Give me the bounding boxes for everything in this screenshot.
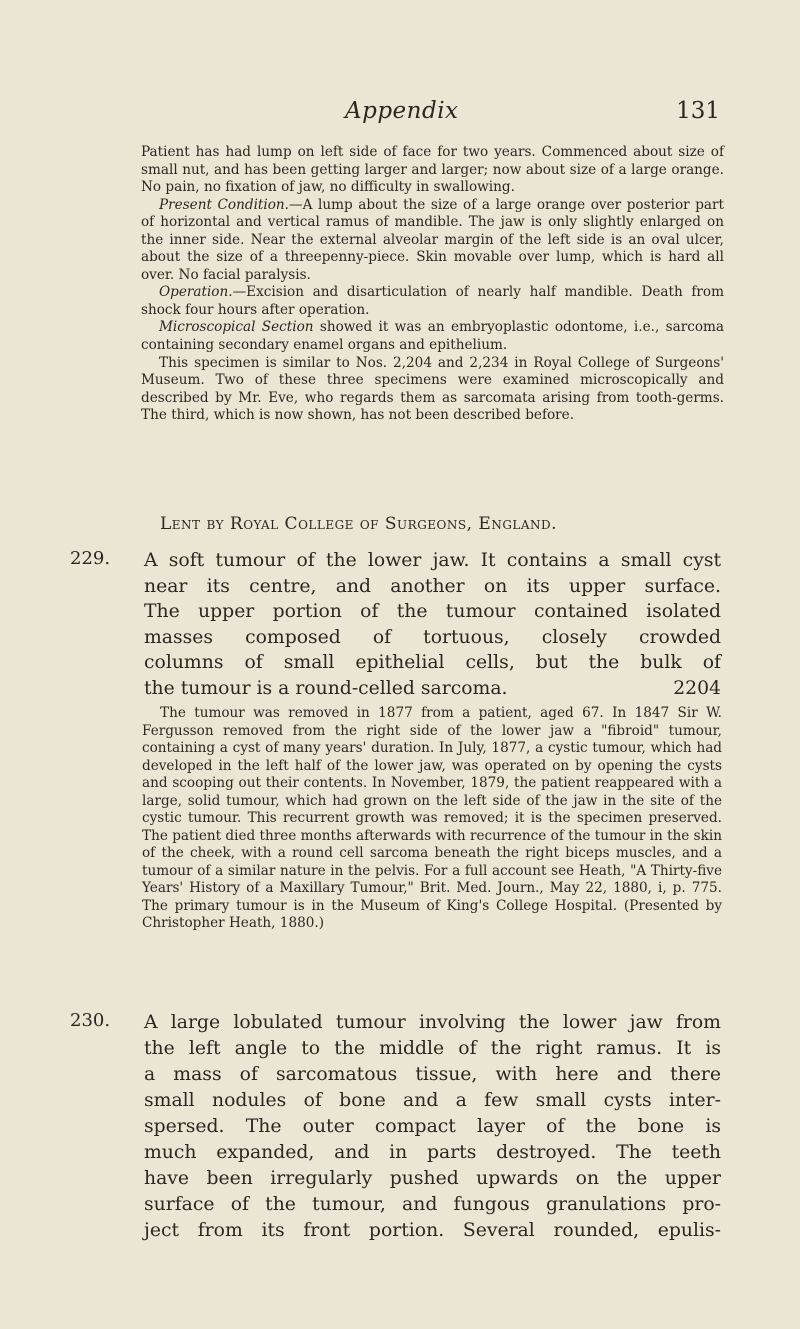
paragraph-history bbox=[141, 144, 724, 197]
entry-number: 229. bbox=[70, 548, 111, 569]
page-header bbox=[345, 98, 720, 128]
paragraph-label: Operation. bbox=[159, 284, 233, 301]
paragraph-text: —Excision and disarticulation of nearly half mandible. Death from shock four hours after operation. bbox=[141, 284, 724, 318]
paragraph-text: showed it was an embryoplastic odontome, i.e., sarcoma containing secondary enamel organs and epithelium. bbox=[141, 319, 724, 354]
entry-line: A large lobulated tumour involving the lower jaw from bbox=[144, 1012, 721, 1033]
entry-notes-text: The tumour was removed in 1877 from a patient, aged 67. In 1847 Sir W. Fergusson removed from the right side of the lower jaw a "fibroid" tumour, containing a cyst of many years' duration. In July, 1877, a cystic tumour, which had developed in the left half of the lower jaw, was operated on by opening the cysts and scooping out their contents. In November, 1879, the patient reappeared with a large, solid tumour, which had grown on the left side of the jaw in the site of the cystic tumour. This recurrent growth was removed; it is the specimen preserved. The patient died three months afterwards with recurrence of the tumour in the skin of the cheek, with a round cell sarcoma beneath the right biceps muscles, and a tumour of a similar nature in the pelvis. For a full account see Heath, "A Thirty-five Years' History of a Maxillary Tumour," Brit. Med. Journ., May 22, 1880, i, p. 775. The primary tumour is in the Museum of King's College Hospital. (Presented by Christopher Heath, 1880.) bbox=[142, 705, 722, 931]
entry-line: masses composed of tortuous, closely crowded bbox=[144, 626, 721, 648]
catalogue-entry-229 bbox=[70, 548, 730, 933]
entry-number: 230. bbox=[70, 1010, 111, 1031]
entry-line: The upper portion of the tumour contained isolated bbox=[144, 601, 721, 622]
lent-heading: Lent by Royal College of Surgeons, England. bbox=[160, 514, 558, 534]
entry-line: spersed. The outer compact layer of the bone is bbox=[144, 1116, 721, 1137]
entry-line: near its centre, and another on its upper surface. bbox=[144, 575, 721, 597]
entry-line: small nodules of bone and a few small cysts inter- bbox=[144, 1090, 721, 1111]
page-number: 131 bbox=[676, 98, 720, 124]
catalogue-entry-230 bbox=[70, 1010, 730, 1244]
entry-notes bbox=[142, 705, 722, 933]
case-notes bbox=[141, 144, 724, 425]
entry-line: have been irregularly pushed upwards on the upper bbox=[144, 1168, 721, 1189]
paragraph-text: This specimen is similar to Nos. 2,204 and 2,234 in Royal College of Surgeons' Museum. Two of these three specimens were examined microscopically and described by Mr. Eve, who regards them as sarcomata arising from tooth-germs. The third, which is now shown, has not been described before. bbox=[141, 354, 724, 424]
paragraph-microscopical bbox=[141, 319, 724, 354]
entry-line: much expanded, and in parts destroyed. The teeth bbox=[144, 1142, 721, 1163]
entry-line: A soft tumour of the lower jaw. It contains a small cyst bbox=[144, 550, 721, 571]
running-title: Appendix bbox=[345, 98, 459, 124]
paragraph-label: Present Condition. bbox=[159, 196, 289, 213]
entry-description bbox=[144, 1010, 721, 1244]
entry-line: the left angle to the middle of the right ramus. It is bbox=[144, 1038, 721, 1059]
entry-line: surface of the tumour, and fungous granulations pro- bbox=[144, 1194, 721, 1215]
entry-description bbox=[144, 548, 721, 701]
entry-line-last bbox=[144, 676, 721, 702]
specimen-reference: 2204 bbox=[673, 677, 721, 699]
paragraph-label: Microscopical Section bbox=[159, 319, 314, 336]
paragraph-text: Patient has had lump on left side of face for two years. Commenced about size of small nut, and has been getting larger and larger; now about size of a large orange. No pain, no fixation of jaw, no difficulty in swallowing. bbox=[141, 144, 724, 196]
paragraph-text: —A lump about the size of a large orange over posterior part of horizontal and vertical ramus of mandible. The jaw is only slightly enlarged on the inner side. Near the external alveolar margin of the left side is an oval ulcer, about the size of a threepenny-piece. Skin movable over lump, which is hard all over. No facial paralysis. bbox=[141, 196, 724, 283]
paragraph-similar-specimens bbox=[141, 355, 724, 425]
entry-line: a mass of sarcomatous tissue, with here and there bbox=[144, 1064, 721, 1085]
paragraph-operation bbox=[141, 284, 724, 319]
entry-line: ject from its front portion. Several rounded, epulis- bbox=[144, 1220, 721, 1241]
entry-line: columns of small epithelial cells, but the bulk of bbox=[144, 652, 721, 673]
paragraph-present-condition bbox=[141, 197, 724, 285]
entry-line: the tumour is a round-celled sarcoma. bbox=[144, 677, 508, 699]
